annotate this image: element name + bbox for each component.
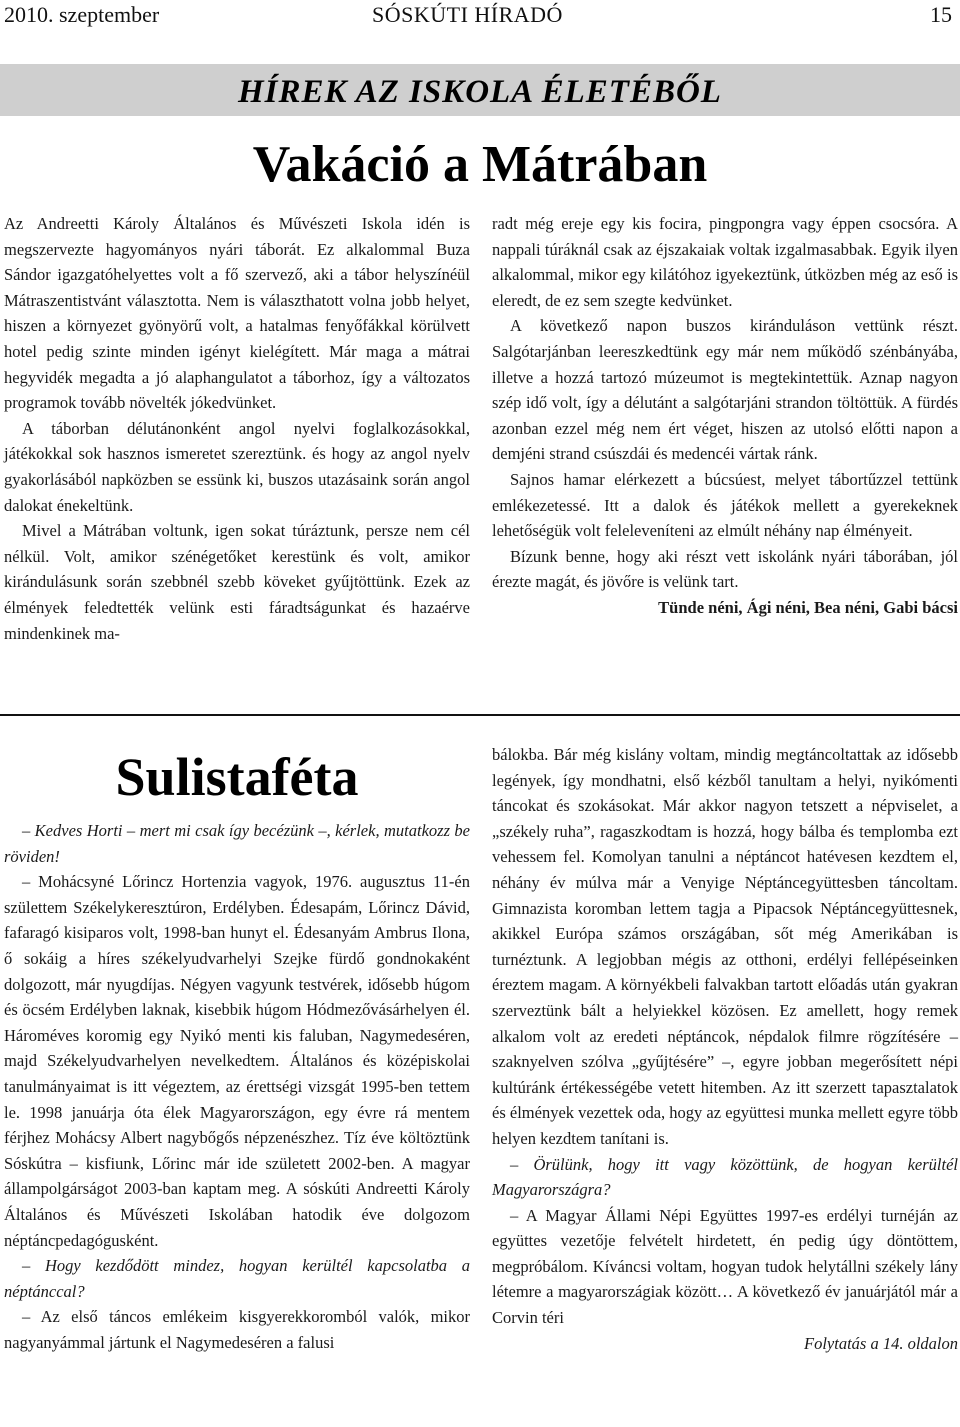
paragraph: Sajnos hamar elérkezett a búcsúest, melyet tábortűzzel tettünk emlékezetessé. Itt a dalok és játékok mellett a gyerekeknek lehetőségük volt feleleveníteni az elmúlt néhány nap élményeit.	[492, 469, 958, 541]
paragraph: Bízunk benne, hogy aki részt vett iskolánk nyári táborában, jól érezte magát, és jövőre is velünk tart.	[492, 546, 958, 592]
paragraph: A táborban délutánonként angol nyelvi foglalkozásokkal, játékokkal sok hasznos ismeretet szereztünk. és hogy az angol nyelv gyakorlásából napközben se essünk ki, buszos utazásaink során angol dalokat énekeltünk.	[4, 418, 470, 515]
article-title-vakacio: Vakáció a Mátrában	[252, 136, 708, 193]
continued-note[interactable]: Folytatás a 14. oldalon	[804, 1333, 958, 1353]
paragraph: Az Andreetti Károly Általános és Művészeti Iskola idén is megszervezte hagyományos nyári táborát. Ez alkalommal Buza Sándor igazgatóhelyettes volt a fő szervező, aki a tábor helyszínéül Mátraszentistvánt választotta. Nem is választhatott volna jobb helyet, hiszen a környezet gyönyörű volt, a hatalmas fenyőfákkal körülvett hotel pedig szinte minden igényt kielégített. Már maga a mátrai hegyvidék megadta a jó alaphangulatot a táborhoz, így a változatos programok tovább növelték jókedvünket.	[4, 214, 470, 413]
section-divider	[0, 714, 960, 716]
article-signature: Tünde néni, Ági néni, Bea néni, Gabi bácsi	[658, 597, 958, 617]
section-title: HÍREK AZ ISKOLA ÉLETÉBŐL	[238, 74, 722, 110]
page-header	[0, 0, 960, 34]
interview-answer: – Mohácsyné Lőrincz Hortenzia vagyok, 1976. augusztus 11-én születtem Székelykeresztúron, Erdélyben. Édesapám, Lőrincz Dávid, fafaragó kisiparos volt, 1998-ban hunyt el. Édesanyám Ambrus Ilona, ő sokáig a híres székelyudvarhelyi Szejke fürdő gondnokaként dolgozott, már nyugdíjas. Négyen vagyunk testvérek, idősebb húgom és öcsém Erdélyben laknak, kisebbik húgom Hódmezővásárhelyen él. Hároméves koromig egy Nyikó menti kis faluban, Nagymedeséren, majd Székelyudvarhelyen nevelkedtem. Általános és középiskolai tanulmányaimat is itt végeztem, az érettségi vizsgát 1995-ben tettem le. 1998 januárja óta élek Magyarországon, egy évre rá mentem férjhez Mohácsy Albert nagybőgős népzenészhez. Tíz éve költöztünk Sóskútra – kisfiunk, Lőrinc már ide született 2002-ben. A magyar állampolgárságot 2003-ban kaptam meg. A sóskúti Andreetti Károly Általános és Művészeti Iskolában hatodik éve dolgozom néptáncpedagógusként.	[4, 872, 470, 1250]
page-number: 15	[930, 2, 952, 27]
article1-column-right	[492, 211, 958, 621]
interview-question: – Hogy kezdődött mindez, hogyan kerültél kapcsolatba a néptánccal?	[4, 1256, 470, 1301]
paragraph: Mivel a Mátrában voltunk, igen sokat túráztunk, persze nem cél nélkül. Volt, amikor szénégetőket kerestünk és volt, amikor kirándulásunk során szebbnél szebb köveket gyűjtöttünk. Ezek az élmények feledtették velünk esti fáradtságunkat és hazaérve mindenkinek ma-	[4, 521, 470, 643]
article2-column-right	[492, 742, 958, 1356]
interview-question: – Kedves Horti – mert mi csak így becézünk –, kérlek, mutatkozz be röviden!	[4, 821, 470, 866]
interview-answer: bálokba. Bár még kislány voltam, mindig megtáncoltattak az idősebb legények, így mondhatni, első kézből tanultam a helyi, nyikómenti táncokat és szokásokat. Már akkor nagyon tetszett a népviselet, a „székely ruha”, ragaszkodtam is hozzá, hogy bálba és templomba ezt vehessem fel. Komolyan tanulni a néptáncot hatévesen kezdtem el, néhány év múlva már a Venyige Néptáncegyüttesben táncoltam. Gimnazista koromban lettem tagja a Pipacsok Néptáncegyüttesnek, akikkel Európa számos országában, sőt még Amerikában is turnéztunk. A legjobban mégis az otthoni, erdélyi fellépéseinken éreztem magam. A környékbeli falvakban tartott előadás után gyakran szerveztünk bált a helyiekkel közösen. Ez amellett, hogy remek alkalom volt az eredeti néptáncok, népdalok filmre rögzítésére – szaknyelven szólva „gyűjtésére” –, egyre jobban megerősített népi kultúránk értékességébe vetett hitemben. Az itt szerzett tapasztalatok és élmények vezettek oda, hogy az együttesi munka mellett egyre több helyen kezdtem tanítani is.	[492, 745, 958, 1148]
publication-name: SÓSKÚTI HÍRADÓ	[372, 2, 563, 27]
issue-date: 2010. szeptember	[4, 2, 160, 27]
paragraph: A következő napon buszos kiránduláson vettünk részt. Salgótarjánban leereszkedtünk egy már nem működő szénbányába, illetve a hozzá tartozó múzeumot is megtekintettük. Aznap nagyon szép idő volt, így a délutánt a salgótarjáni strandon töltöttük. A fürdés azonban ezzel még nem ért véget, hiszen az utolsó előtti napon a demjéni strand csúszdái és medencéi vártak ránk.	[492, 316, 958, 464]
article2-column-left	[4, 818, 470, 1355]
article1-column-left	[4, 211, 470, 646]
paragraph: radt még ereje egy kis focira, pingpongra vagy éppen csocsóra. A nappali túráknál csak az éjszakaiak voltak izgalmasabbak. Egyik ilyen alkalommal, mikor egy kilátóhoz igyekeztünk, útközben még az eső is eleredt, de ez sem szegte kedvünket.	[492, 214, 958, 310]
interview-answer: – Az első táncos emlékeim kisgyerekkoromból valók, mikor nagyanyámmal jártunk el Nagymedeséren a falusi	[4, 1307, 470, 1352]
interview-answer: – A Magyar Állami Népi Együttes 1997-es erdélyi turnéján az együttes vezetője felvételt hirdetett, én pedig úgy döntöttem, megpróbálom. Kíváncsi voltam, hogyan tudok helytállni székely lány létemre a magyarországiak között… A következő év januárjától már a Corvin téri	[492, 1205, 958, 1328]
article-title-sulistafeta: Sulistaféta	[115, 747, 359, 807]
interview-question: – Örülünk, hogy itt vagy közöttünk, de hogyan kerültél Magyarországra?	[492, 1154, 958, 1200]
